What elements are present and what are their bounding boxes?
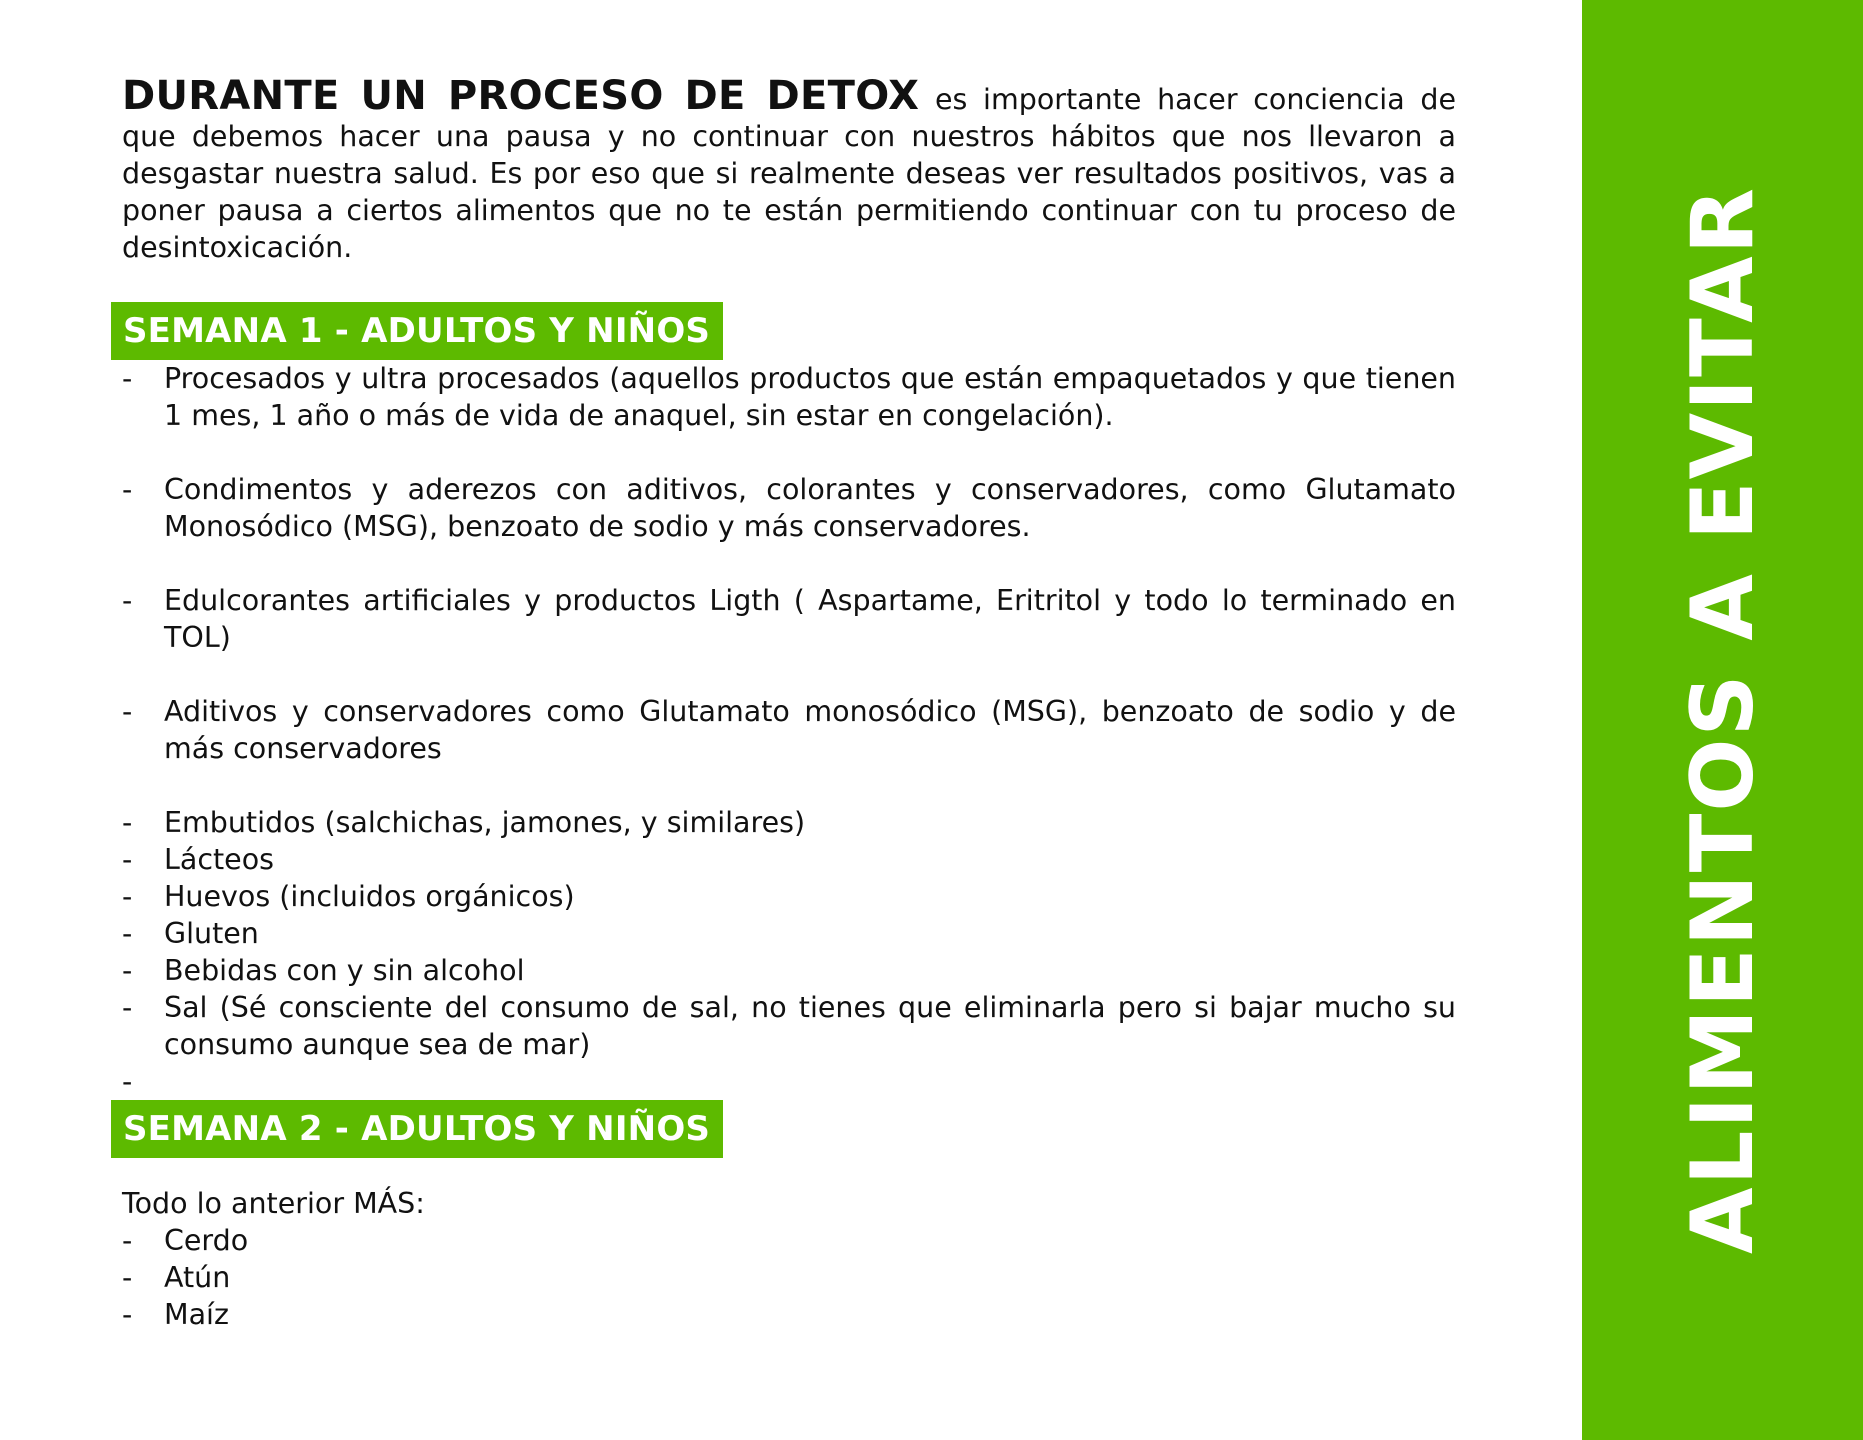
empty-list-item <box>122 1063 1456 1100</box>
week-2-heading: SEMANA 2 - ADULTOS Y NIÑOS <box>111 1100 723 1158</box>
list-item: - Huevos (incluidos orgánicos) <box>122 878 1456 915</box>
week-1-heading: SEMANA 1 - ADULTOS Y NIÑOS <box>111 302 723 360</box>
list-item: - Lácteos <box>122 841 1456 878</box>
list-item: - Aditivos y conservadores como Glutamato monosódico (MSG), benzoato de sodio y de más conservadores <box>122 693 1456 767</box>
sidebar-banner <box>1582 0 1863 1440</box>
list-item: - Bebidas con y sin alcohol <box>122 952 1456 989</box>
list-item: - Embutidos (salchichas, jamones, y similares) <box>122 804 1456 841</box>
week-2-prefix: Todo lo anterior MÁS: <box>122 1187 425 1220</box>
list-item: - Procesados y ultra procesados (aquellos productos que están empaquetados y que tienen 1 mes, 1 año o más de vida de anaquel, sin estar en congelación). <box>122 360 1456 434</box>
list-item: - Gluten <box>122 915 1456 952</box>
intro-lead: DURANTE UN PROCESO DE DETOX <box>122 73 920 119</box>
list-item: - Condimentos y aderezos con aditivos, colorantes y conservadores, como Glutamato Monosódico (MSG), benzoato de sodio y más conservadores. <box>122 471 1456 545</box>
list-item: - Maíz <box>122 1296 1456 1333</box>
week-2-section <box>122 1100 1456 1333</box>
main-content <box>122 73 1456 1333</box>
week-1-section <box>122 302 1456 1100</box>
list-item: - Atún <box>122 1259 1456 1296</box>
week-2-list <box>122 1222 1456 1333</box>
week-1-list <box>122 360 1456 1100</box>
intro-body: es importante hacer conciencia de que debemos hacer una pausa y no continuar con nuestros hábitos que nos llevaron a desgastar nuestra salud. Es por eso que si realmente deseas ver resultados positivos, vas a poner pausa a ciertos alimentos que no te están permitiendo continuar con tu proceso de desintoxicación. <box>122 83 1456 264</box>
list-item: - Cerdo <box>122 1222 1456 1259</box>
list-item: - Edulcorantes artificiales y productos Ligth ( Aspartame, Eritritol y todo lo terminado en TOL) <box>122 582 1456 656</box>
intro-paragraph <box>122 73 1456 266</box>
list-item: - Sal (Sé consciente del consumo de sal, no tienes que eliminarla pero si bajar mucho su consumo aunque sea de mar) <box>122 989 1456 1063</box>
sidebar-title: ALIMENTOS A EVITAR <box>1672 186 1773 1254</box>
